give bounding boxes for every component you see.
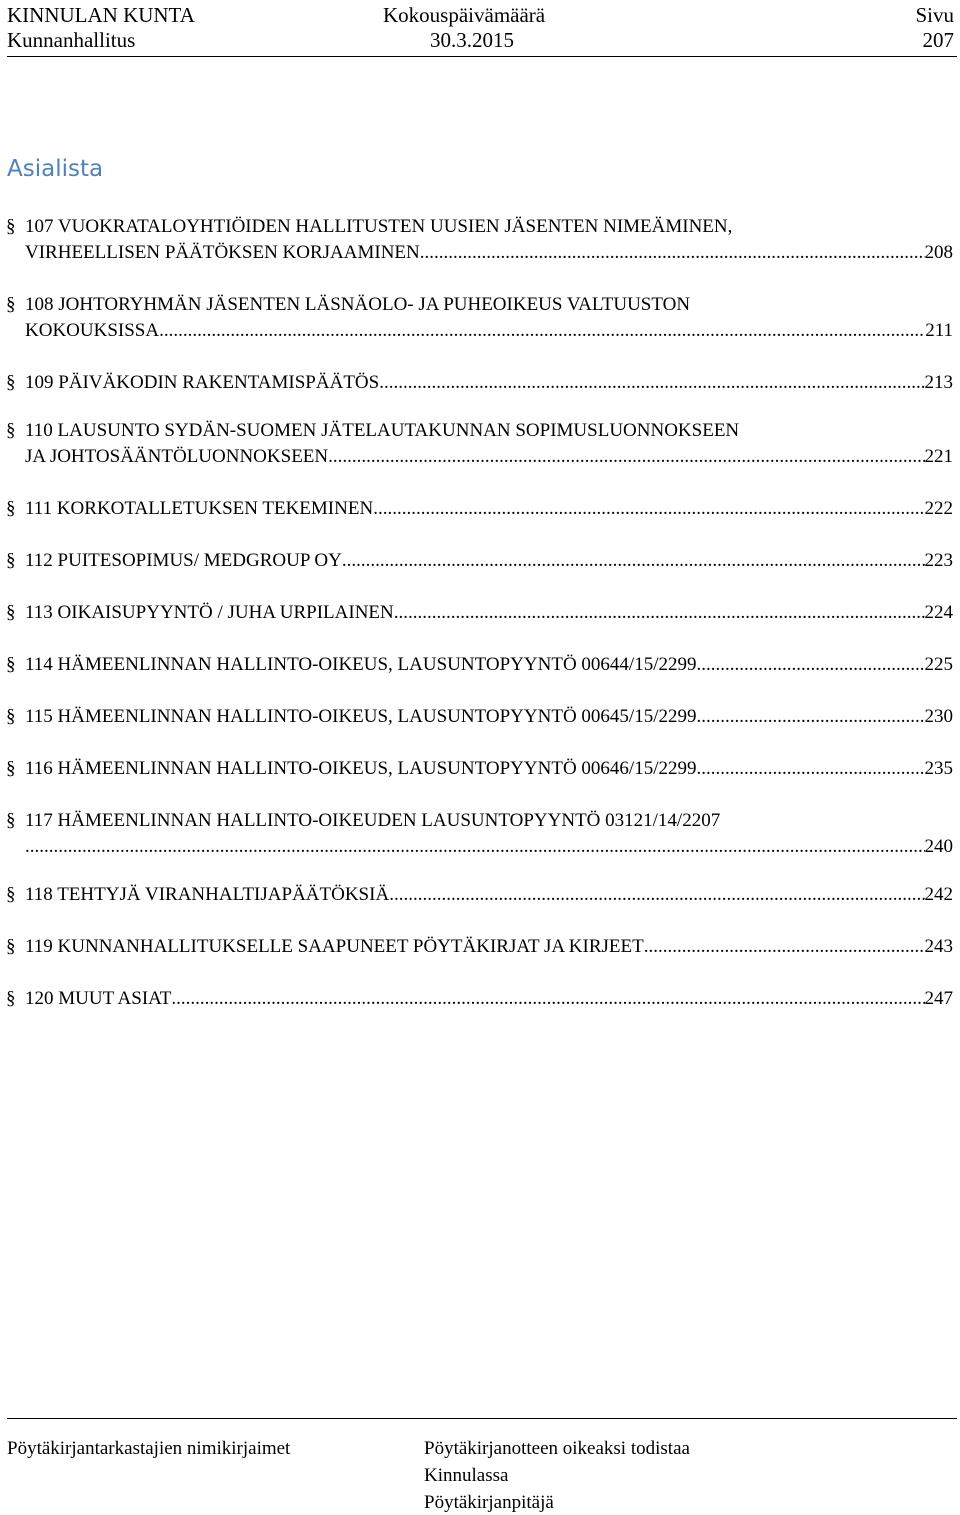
toc-page-number: 247: [924, 988, 953, 1009]
section-sign: §: [6, 810, 16, 831]
section-sign: §: [6, 420, 16, 441]
dot-leader: [420, 240, 925, 266]
section-sign: §: [6, 216, 16, 237]
toc-page-number: 235: [924, 758, 953, 779]
footer-divider: [7, 1418, 957, 1419]
toc-entry-title: 108 JOHTORYHMÄN JÄSENTEN LÄSNÄOLO- JA PUHEOIKEUS VALTUUSTON: [25, 294, 691, 315]
dot-leader: [373, 496, 924, 522]
dot-leader: [644, 934, 925, 960]
toc-page-number: 230: [924, 706, 953, 727]
toc-entry[interactable]: [0, 882, 960, 908]
section-sign: §: [6, 498, 16, 519]
toc-entry-title: 110 LAUSUNTO SYDÄN-SUOMEN JÄTELAUTAKUNNAN SOPIMUSLUONNOKSEEN: [25, 420, 740, 441]
toc-page-number: 213: [924, 372, 953, 393]
dot-leader: [696, 652, 924, 678]
toc-entry-title: 114 HÄMEENLINNAN HALLINTO-OIKEUS, LAUSUNTOPYYNTÖ 00644/15/2299: [25, 654, 697, 675]
toc-page-number: 240: [924, 836, 953, 857]
toc-page-number: 242: [924, 884, 953, 905]
section-sign: §: [6, 936, 16, 957]
footer-certify-label: Pöytäkirjanotteen oikeaksi todistaa: [424, 1438, 690, 1459]
toc-entry[interactable]: [0, 652, 960, 678]
toc-entry[interactable]: [0, 704, 960, 730]
toc-entry[interactable]: [0, 808, 960, 860]
meeting-date: 30.3.2015: [430, 28, 514, 52]
dot-leader: [25, 834, 925, 860]
toc-entry[interactable]: [0, 214, 960, 266]
table-of-contents: [0, 214, 960, 1012]
toc-entry-title: 120 MUUT ASIAT: [25, 988, 172, 1009]
toc-entry[interactable]: [0, 986, 960, 1012]
toc-entry[interactable]: [0, 548, 960, 574]
footer-secretary-label: Pöytäkirjanpitäjä: [424, 1492, 554, 1513]
dot-leader: [379, 370, 924, 396]
toc-entry-title: 109 PÄIVÄKODIN RAKENTAMISPÄÄTÖS: [25, 372, 380, 393]
dot-leader: [159, 318, 925, 344]
dot-leader: [696, 756, 924, 782]
section-sign: §: [6, 602, 16, 623]
toc-page-number: 208: [924, 242, 953, 263]
section-sign: §: [6, 988, 16, 1009]
section-sign: §: [6, 372, 16, 393]
dot-leader: [342, 548, 925, 574]
footer-place: Kinnulassa: [424, 1465, 509, 1486]
toc-entry-title: VIRHEELLISEN PÄÄTÖKSEN KORJAAMINEN: [25, 242, 420, 263]
toc-page-number: 221: [924, 446, 953, 467]
dot-leader: [696, 704, 924, 730]
toc-page-number: 222: [924, 498, 953, 519]
footer-initials-label: Pöytäkirjantarkastajien nimikirjaimet: [7, 1438, 291, 1459]
section-sign: §: [6, 706, 16, 727]
toc-entry-title: 115 HÄMEENLINNAN HALLINTO-OIKEUS, LAUSUNTOPYYNTÖ 00645/15/2299: [25, 706, 697, 727]
dot-leader: [328, 444, 924, 470]
dot-leader: [171, 986, 924, 1012]
toc-entry-title: 117 HÄMEENLINNAN HALLINTO-OIKEUDEN LAUSUNTOPYYNTÖ 03121/14/2207: [25, 810, 721, 831]
toc-entry[interactable]: [0, 418, 960, 470]
toc-entry[interactable]: [0, 756, 960, 782]
body-name: Kunnanhallitus: [7, 28, 136, 52]
toc-entry-title: 112 PUITESOPIMUS/ MEDGROUP OY: [25, 550, 342, 571]
section-sign: §: [6, 294, 16, 315]
agenda-heading: Asialista: [7, 156, 104, 182]
toc-entry-title: 111 KORKOTALLETUKSEN TEKEMINEN: [25, 498, 374, 519]
toc-page-number: 225: [924, 654, 953, 675]
org-name: KINNULAN KUNTA: [7, 3, 195, 27]
toc-entry-title: 107 VUOKRATALOYHTIÖIDEN HALLITUSTEN UUSIEN JÄSENTEN NIMEÄMINEN,: [25, 216, 733, 237]
date-label: Kokouspäivämäärä: [383, 3, 546, 27]
header-divider: [7, 56, 957, 57]
toc-page-number: 223: [924, 550, 953, 571]
toc-entry-title: JA JOHTOSÄÄNTÖLUONNOKSEEN: [25, 446, 329, 467]
toc-entry-title: KOKOUKSISSA: [25, 320, 160, 341]
toc-page-number: 211: [925, 320, 953, 341]
toc-entry[interactable]: [0, 600, 960, 626]
toc-entry[interactable]: [0, 370, 960, 396]
toc-entry-title: 113 OIKAISUPYYNTÖ / JUHA URPILAINEN: [25, 602, 394, 623]
page-number: 207: [922, 28, 954, 52]
section-sign: §: [6, 884, 16, 905]
toc-entry-title: 118 TEHTYJÄ VIRANHALTIJAPÄÄTÖKSIÄ: [25, 884, 390, 905]
dot-leader: [394, 600, 925, 626]
section-sign: §: [6, 550, 16, 571]
toc-entry-title: 116 HÄMEENLINNAN HALLINTO-OIKEUS, LAUSUNTOPYYNTÖ 00646/15/2299: [25, 758, 697, 779]
toc-page-number: 224: [924, 602, 953, 623]
section-sign: §: [6, 758, 16, 779]
toc-page-number: 243: [924, 936, 953, 957]
page-label: Sivu: [915, 3, 954, 27]
toc-entry[interactable]: [0, 934, 960, 960]
dot-leader: [389, 882, 924, 908]
toc-entry[interactable]: [0, 292, 960, 344]
toc-entry-title: 119 KUNNANHALLITUKSELLE SAAPUNEET PÖYTÄKIRJAT JA KIRJEET: [25, 936, 644, 957]
toc-entry[interactable]: [0, 496, 960, 522]
section-sign: §: [6, 654, 16, 675]
